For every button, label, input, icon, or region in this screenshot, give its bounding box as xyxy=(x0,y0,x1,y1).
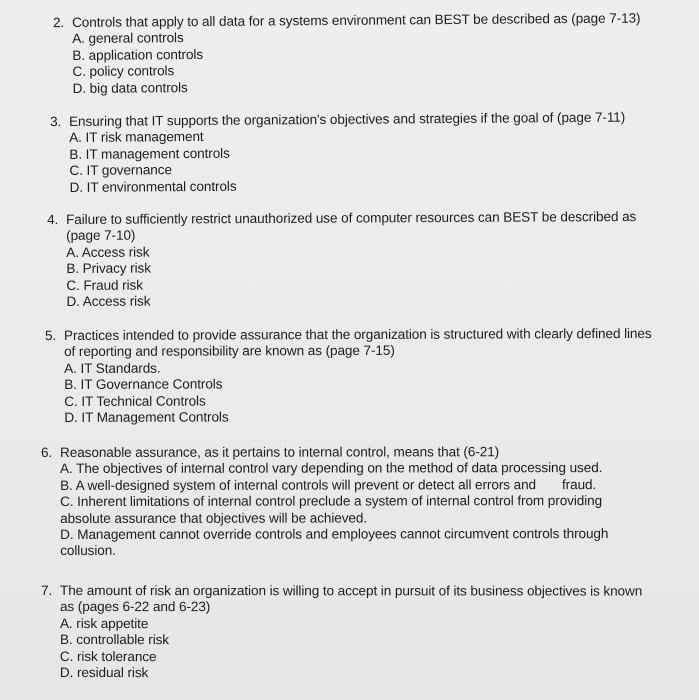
question-stem: Controls that apply to all data for a systems environment can BEST be described as (page 7-13) xyxy=(72,10,641,30)
option-d: D. IT Management Controls xyxy=(64,409,229,426)
question-stem: Ensuring that IT supports the organization's objectives and strategies if the goal of (page 7-11) xyxy=(69,109,626,129)
option-b xyxy=(60,477,608,494)
option-a: A. IT risk management xyxy=(69,129,204,146)
option-a: A. The objectives of internal control vary depending on the method of data processing used. xyxy=(60,460,603,477)
question-6 xyxy=(41,444,609,560)
question-number: 4. xyxy=(47,212,59,228)
option-c: C. IT governance xyxy=(69,162,172,179)
option-a: A. risk appetite xyxy=(59,615,149,631)
option-b: B. application controls xyxy=(72,46,204,63)
option-c-cont: absolute assurance that objectives will be achieved. xyxy=(60,510,368,526)
option-a: A. IT Standards. xyxy=(64,360,161,376)
option-b: B. Privacy risk xyxy=(66,260,151,277)
option-c: C. Fraud risk xyxy=(66,277,143,293)
option-b-text-cont: fraud. xyxy=(561,476,597,492)
option-c: C. risk tolerance xyxy=(59,648,157,664)
question-stem: Reasonable assurance, as it pertains to internal control, means that (6-21) xyxy=(60,444,500,460)
option-b: B. IT management controls xyxy=(69,145,230,162)
option-c: C. IT Technical Controls xyxy=(64,393,206,409)
option-b: B. IT Governance Controls xyxy=(64,376,223,393)
question-stem: The amount of risk an organization is willing to accept in pursuit of its business objectives is known xyxy=(59,583,643,599)
option-d-cont: collusion. xyxy=(60,543,116,559)
option-c: C. Inherent limitations of internal control preclude a system of internal control from providing xyxy=(60,493,603,510)
question-5 xyxy=(45,325,652,426)
question-stem: Failure to sufficiently restrict unauthorized use of computer resources can BEST be described as xyxy=(66,209,637,227)
question-3 xyxy=(50,109,626,196)
question-number: 3. xyxy=(50,114,62,130)
option-d: D. Access risk xyxy=(66,293,151,310)
question-stem-cont: as (pages 6-22 and 6-23) xyxy=(59,599,211,615)
option-c: C. policy controls xyxy=(72,63,175,80)
question-number: 7. xyxy=(40,582,53,598)
option-b: B. controllable risk xyxy=(59,632,170,648)
option-a: A. Access risk xyxy=(66,244,150,260)
question-stem-cont: of reporting and responsibility are known as (page 7-15) xyxy=(64,343,395,360)
question-stem: Practices intended to provide assurance that the organization is structured with clearly defined lines xyxy=(64,325,652,343)
option-d: D. Management cannot override controls and employees cannot circumvent controls through xyxy=(60,526,609,543)
option-b-text: B. A well-designed system of internal controls will prevent or detect all errors and xyxy=(60,476,537,493)
question-4 xyxy=(47,209,637,310)
question-stem-cont: (page 7-10) xyxy=(66,228,136,244)
option-a: A. general controls xyxy=(72,30,184,47)
question-number: 6. xyxy=(41,445,53,461)
option-d: D. residual risk xyxy=(59,665,149,681)
question-number: 2. xyxy=(53,15,65,31)
option-d: D. IT environmental controls xyxy=(69,178,237,195)
option-d: D. big data controls xyxy=(72,79,188,96)
question-number: 5. xyxy=(45,328,57,344)
question-2 xyxy=(53,10,641,97)
question-7 xyxy=(40,582,643,682)
